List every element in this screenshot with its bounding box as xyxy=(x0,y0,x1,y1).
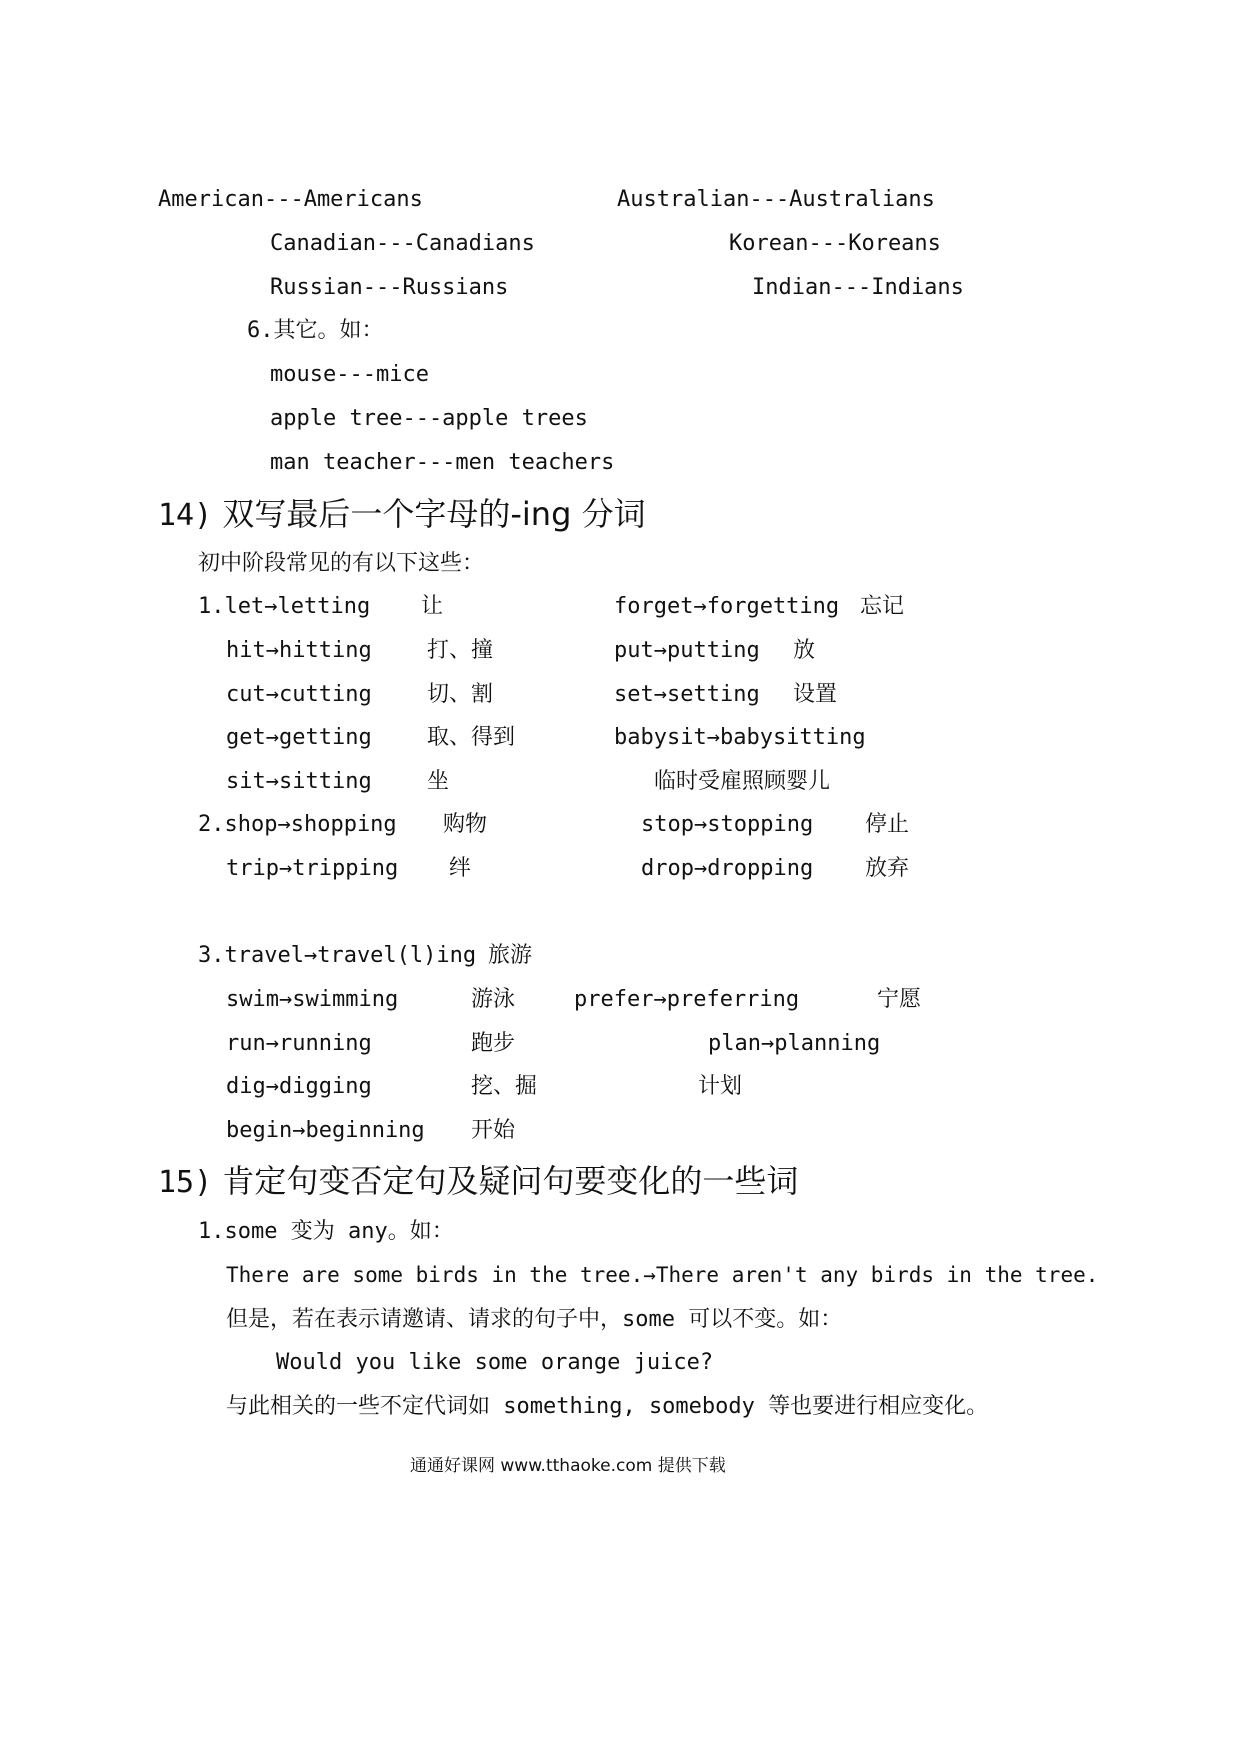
section-15-example: There are some birds in the tree.→There aren't any birds in the tree. xyxy=(226,1263,1099,1287)
ing-meaning: 临时受雇照顾婴儿 xyxy=(654,769,831,794)
section-14-title: 双写最后一个字母的-ing 分词 xyxy=(222,495,646,533)
ing-word: drop→dropping xyxy=(641,856,814,881)
ing-word: swim→swimming xyxy=(226,987,399,1012)
ing-word: dig→digging xyxy=(226,1074,372,1099)
ing-meaning: 开始 xyxy=(471,1118,516,1143)
ing-meaning: 放 xyxy=(793,638,816,663)
others-item: mouse---mice xyxy=(270,362,429,387)
ing-meaning: 购物 xyxy=(443,812,488,837)
ing-word: 2.shop→shopping xyxy=(198,812,397,837)
section-15-related: 与此相关的一些不定代词如 something, somebody 等也要进行相应变化。 xyxy=(226,1394,989,1419)
ing-word: cut→cutting xyxy=(226,682,372,707)
section-14-number: 14) xyxy=(158,498,213,533)
ing-meaning: 绊 xyxy=(449,856,472,881)
ing-word: 3.travel→travel(l)ing xyxy=(198,943,477,968)
ing-meaning: 跑步 xyxy=(471,1031,516,1056)
ing-word: 1.let→letting xyxy=(198,594,371,619)
ing-word: plan→planning xyxy=(708,1031,881,1056)
ing-word: hit→hitting xyxy=(226,638,372,663)
ing-meaning: 宁愿 xyxy=(877,987,922,1012)
section-15-number: 15) xyxy=(158,1165,213,1200)
plural-korean: Korean---Koreans xyxy=(729,231,941,256)
ing-word: trip→tripping xyxy=(226,856,399,881)
ing-meaning: 游泳 xyxy=(471,987,516,1012)
ing-word: put→putting xyxy=(614,638,760,663)
section-15-heading xyxy=(158,1162,799,1200)
ing-word: set→setting xyxy=(614,682,760,707)
page-footer: 通通好课网 www.tthaoke.com 提供下载 xyxy=(410,1456,726,1476)
section-15-point: 1.some 变为 any。如： xyxy=(198,1219,454,1244)
section-15-note: 但是，若在表示请邀请、请求的句子中，some 可以不变。如： xyxy=(226,1307,843,1332)
plural-canadian: Canadian---Canadians xyxy=(270,231,535,256)
ing-meaning: 忘记 xyxy=(860,594,905,619)
plural-american: American---Americans xyxy=(158,187,423,212)
ing-word: stop→stopping xyxy=(641,812,814,837)
ing-meaning: 挖、掘 xyxy=(471,1074,538,1099)
ing-meaning: 计划 xyxy=(698,1074,743,1099)
ing-word: forget→forgetting xyxy=(614,594,840,619)
ing-meaning: 切、割 xyxy=(427,682,494,707)
plural-indian: Indian---Indians xyxy=(752,275,964,300)
others-item: man teacher---men teachers xyxy=(270,450,615,475)
ing-word: sit→sitting xyxy=(226,769,372,794)
ing-word: begin→beginning xyxy=(226,1118,425,1143)
plural-australian: Australian---Australians xyxy=(617,187,935,212)
ing-meaning: 打、撞 xyxy=(427,638,494,663)
others-item: apple tree---apple trees xyxy=(270,406,588,431)
plural-russian: Russian---Russians xyxy=(270,275,509,300)
section-15-title: 肯定句变否定句及疑问句要变化的一些词 xyxy=(222,1162,799,1200)
ing-meaning: 坐 xyxy=(427,769,450,794)
section-14-intro: 初中阶段常见的有以下这些： xyxy=(198,551,485,576)
ing-meaning: 旅游 xyxy=(488,943,533,968)
ing-meaning: 放弃 xyxy=(865,856,910,881)
ing-meaning: 让 xyxy=(421,594,444,619)
others-heading: 6.其它。如： xyxy=(247,318,384,343)
section-14-heading xyxy=(158,495,646,533)
ing-word: babysit→babysitting xyxy=(614,725,866,750)
ing-word: get→getting xyxy=(226,725,372,750)
ing-word: run→running xyxy=(226,1031,372,1056)
ing-meaning: 停止 xyxy=(865,812,910,837)
ing-meaning: 取、得到 xyxy=(427,725,516,750)
section-15-example: Would you like some orange juice? xyxy=(276,1350,714,1375)
ing-meaning: 设置 xyxy=(793,682,838,707)
ing-word: prefer→preferring xyxy=(574,987,800,1012)
